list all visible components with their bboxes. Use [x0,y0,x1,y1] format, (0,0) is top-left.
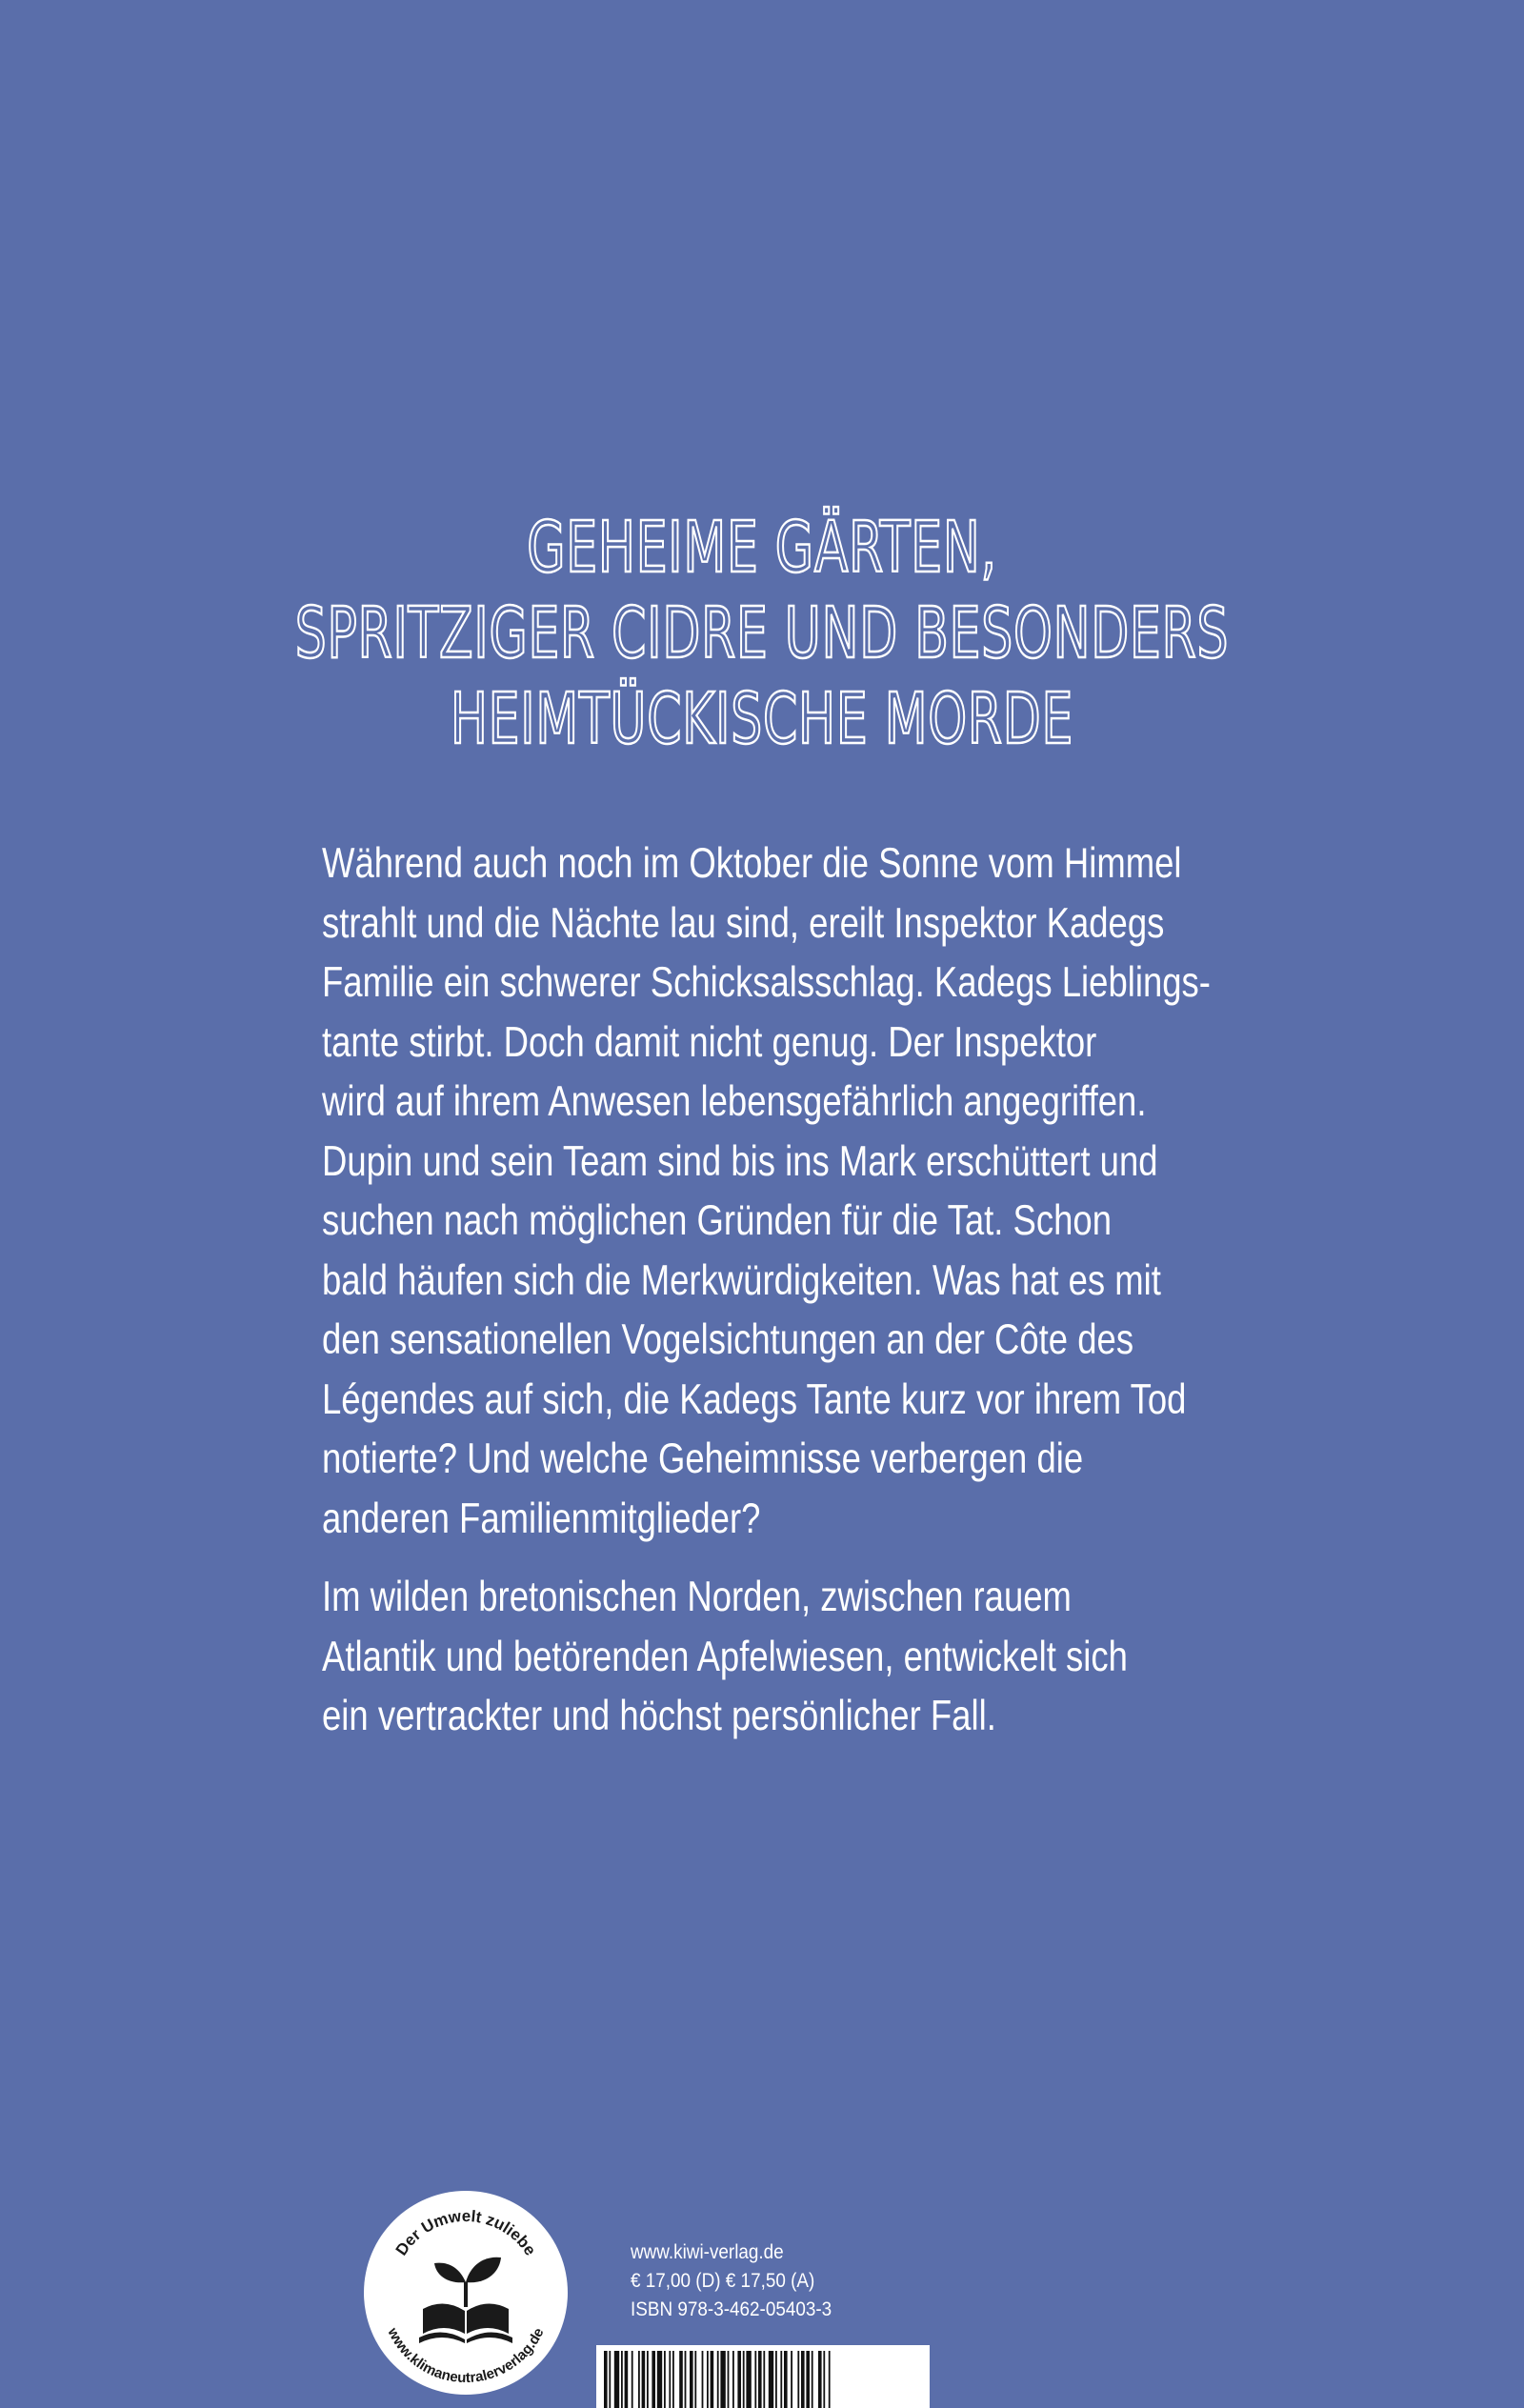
barcode-bar [614,2351,619,2408]
svg-text:www.klimaneutralerverlag.de [384,2324,548,2386]
barcode-bar [604,2351,608,2408]
barcode-bar [818,2351,822,2408]
blurb-line: Im wilden bretonischen Norden, zwischen rauem [322,1574,1072,1620]
barcode-bar [632,2351,633,2408]
barcode-bar [812,2351,813,2408]
blurb-line: suchen nach möglichen Gründen für die Tat. Schon [322,1197,1112,1244]
barcode-bar [707,2351,709,2408]
eco-seal [364,2191,568,2395]
barcode-bar [758,2351,762,2408]
blurb-line: wird auf ihrem Anwesen lebensgefährlich angegriffen. [322,1078,1147,1125]
imprint [631,2238,832,2324]
barcode-bar [746,2351,751,2408]
barcode-bar [780,2351,782,2408]
headline-line-3: HEIMTÜCKISCHE MORDE [450,678,1074,760]
blurb-line: bald häufen sich die Merkwürdigkeiten. Was hat es mit [322,1256,1161,1304]
barcode-bar [791,2351,792,2408]
barcode [596,2345,930,2408]
blurb-line: strahlt und die Nächte lau sind, ereilt Inspektor Kadegs [322,899,1165,947]
seal-bottom-text: www.klimaneutralerverlag.de [384,2325,548,2387]
barcode-bar [702,2351,704,2408]
isbn: ISBN 978-3-462-05403-3 [631,2298,832,2320]
barcode-bar [743,2351,745,2408]
barcode-bar [754,2351,756,2408]
barcode-bar [717,2351,719,2408]
barcode-bar [737,2351,741,2408]
headline-line-1: GEHEIME GÄRTEN, [527,507,997,589]
barcode-bar [625,2351,629,2408]
blurb [322,834,1211,1747]
barcode-bar [657,2351,662,2408]
barcode-bar [711,2351,714,2408]
headline [168,505,1356,762]
publisher-website: www.kiwi-verlag.de [631,2241,784,2263]
barcode-bar [801,2351,805,2408]
barcode-bar [638,2351,640,2408]
book-with-leaves-icon [419,2258,512,2343]
barcode-bar [642,2351,646,2408]
blurb-line: ein vertrackter und höchst persönlicher Fall. [322,1693,996,1739]
barcode-bar [621,2351,623,2408]
barcode-bars [596,2345,930,2408]
barcode-bar [823,2351,825,2408]
barcode-bar [694,2351,696,2408]
blurb-line: Familie ein schwerer Schicksalsschlag. Kadegs Lieblings- [322,959,1211,1006]
barcode-bar [829,2351,831,2408]
blurb-line: notierte? Und welche Geheimnisse verbergen die [322,1435,1084,1482]
barcode-bar [664,2351,666,2408]
headline-line-2: SPRITZIGER CIDRE UND BESONDERS [294,592,1230,674]
barcode-bar [647,2351,649,2408]
barcode-bar [672,2351,674,2408]
blurb-paragraph-2 [322,1568,1128,1747]
barcode-bar [652,2351,655,2408]
barcode-bar [609,2351,611,2408]
barcode-bar [669,2351,671,2408]
barcode-bar [728,2351,730,2408]
eco-seal-graphic [364,2191,568,2395]
barcode-bar [732,2351,734,2408]
barcode-bar [775,2351,777,2408]
blurb-line: anderen Familienmitglieder? [322,1495,761,1542]
seal-top-text: Der Umwelt zuliebe [391,2206,540,2259]
barcode-bar [679,2351,683,2408]
barcode-bar [720,2351,725,2408]
blurb-line: Dupin und sein Team sind bis ins Mark erschüttert und [322,1137,1158,1185]
blurb-line: den sensationellen Vogelsichtungen an der Côte des [322,1316,1134,1363]
blurb-line: Légendes auf sich, die Kadegs Tante kurz vor ihrem Tod [322,1375,1187,1423]
blurb-line: tante stirbt. Doch damit nicht genug. Der Inspektor [322,1018,1097,1066]
barcode-bar [806,2351,810,2408]
price: € 17,00 (D) € 17,50 (A) [631,2270,815,2292]
blurb-line: Atlantik und betörenden Apfelwiesen, entwickelt sich [322,1633,1128,1680]
barcode-bar [685,2351,687,2408]
barcode-bar [784,2351,788,2408]
barcode-bar [769,2351,773,2408]
barcode-bar [763,2351,765,2408]
barcode-bar [797,2351,799,2408]
blurb-paragraph-1 [322,834,1211,1549]
svg-text:Der Umwelt zuliebe [392,2207,540,2258]
blurb-line: Während auch noch im Oktober die Sonne vom Himmel [322,840,1182,887]
barcode-bar [690,2351,693,2408]
